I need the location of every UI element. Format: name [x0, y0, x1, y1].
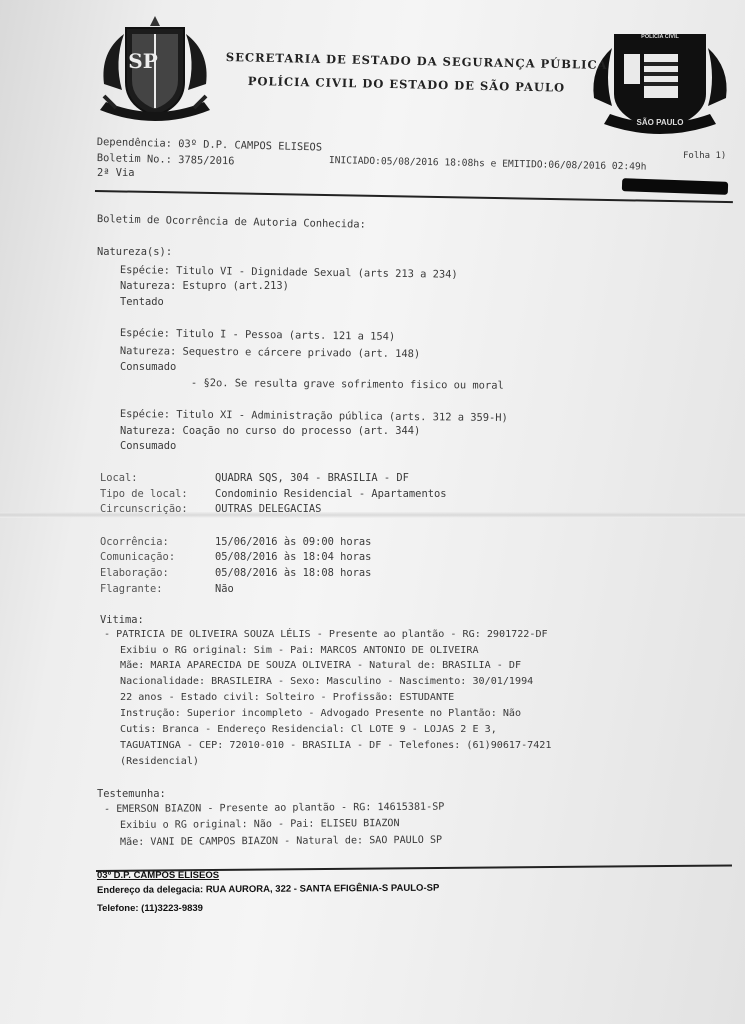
redaction-bar: [622, 178, 728, 195]
svg-text:SP: SP: [128, 49, 158, 73]
local-value: QUADRA SQS, 304 - BRASILIA - DF: [215, 472, 409, 484]
status-3: Consumado: [120, 440, 177, 452]
badge-top-text: POLÍCIA CIVIL: [641, 34, 679, 40]
status-2: Consumado: [120, 361, 177, 373]
especie-3: Espécie: Titulo XI - Administração pública (arts. 312 a 359-H): [119, 408, 508, 425]
vitima-line-1: - PATRICIA DE OLIVEIRA SOUZA LÉLIS - Presente ao plantão - RG: 2901722-DF: [104, 629, 548, 640]
folha-label: Folha 1): [683, 151, 727, 161]
footer-phone: Telefone: (11)3223-9839: [97, 903, 203, 914]
vitima-line-6: Instrução: Superior incompleto - Advogado Presente no Plantão: Não: [120, 708, 522, 719]
natureza-2: Natureza: Sequestro e cárcere privado (art. 148): [119, 345, 421, 361]
comunicacao-label: Comunicação:: [100, 551, 176, 563]
sp-coat-of-arms-icon: [96, 12, 214, 130]
tipo-local-label: Tipo de local:: [100, 488, 188, 500]
footer-dp: 03º D.P. CAMPOS ELISEOS: [97, 870, 220, 881]
natureza-heading: Natureza(s):: [97, 246, 173, 258]
header-divider: [95, 190, 733, 203]
inicio-emissao-line: INICIADO:05/08/2016 18:08hs e EMITIDO:06/08/2016 02:49h: [328, 155, 647, 173]
especie-1: Espécie: Titulo VI - Dignidade Sexual (arts 213 a 234): [119, 264, 458, 281]
vitima-heading: Vitima:: [100, 614, 144, 626]
dependencia-line: Dependência: 03º D.P. CAMPOS ELISEOS: [96, 136, 323, 154]
vitima-line-5: 22 anos - Estado civil: Solteiro - Profissão: ESTUDANTE: [120, 692, 455, 703]
flagrante-value: Não: [215, 583, 234, 595]
comunicacao-value: 05/08/2016 às 18:04 horas: [215, 551, 372, 563]
ocorrencia-value: 15/06/2016 às 09:00 horas: [215, 536, 372, 548]
tipo-local-value: Condominio Residencial - Apartamentos: [215, 488, 447, 500]
natureza-2-qualificadora: - §2o. Se resulta grave sofrimento fisico ou moral: [190, 377, 504, 392]
testemunha-line-3: Mãe: VANI DE CAMPOS BIAZON - Natural de: SAO PAULO SP: [119, 834, 443, 848]
footer-address: Endereço da delegacia: RUA AURORA, 322 - SANTA EFIGÊNIA-S PAULO-SP: [97, 882, 440, 896]
vitima-line-8: TAGUATINGA - CEP: 72010-010 - BRASILIA - DF - Telefones: (61)90617-7421: [120, 740, 552, 751]
policia-civil-badge-icon: [590, 28, 730, 140]
policia-heading: POLÍCIA CIVIL DO ESTADO DE SÃO PAULO: [247, 74, 566, 95]
circunscricao-label: Circunscrição:: [100, 503, 188, 515]
vitima-line-7: Cutis: Branca - Endereço Residencial: Cl LOTE 9 - LOJAS 2 E 3,: [120, 724, 497, 735]
testemunha-heading: Testemunha:: [97, 788, 166, 800]
vitima-line-3: Mãe: MARIA APARECIDA DE SOUZA OLIVEIRA - Natural de: BRASILIA - DF: [120, 660, 522, 671]
boletim-number: Boletim No.: 3785/2016: [96, 152, 235, 168]
natureza-3: Natureza: Coação no curso do processo (art. 344): [120, 425, 421, 437]
report-title: Boletim de Ocorrência de Autoria Conhecida:: [96, 213, 366, 231]
status-1: Tentado: [120, 296, 164, 308]
flagrante-label: Flagrante:: [100, 583, 163, 595]
local-label: Local:: [100, 472, 138, 484]
testemunha-line-2: Exibiu o RG original: Não - Pai: ELISEU BIAZON: [119, 818, 400, 831]
vitima-line-4: Nacionalidade: BRASILEIRA - Sexo: Masculino - Nascimento: 30/01/1994: [120, 676, 534, 687]
vitima-line-9: (Residencial): [120, 756, 200, 767]
vitima-line-2: Exibiu o RG original: Sim - Pai: MARCOS ANTONIO DE OLIVEIRA: [120, 645, 479, 656]
circunscricao-value: OUTRAS DELEGACIAS: [215, 503, 322, 515]
natureza-1: Natureza: Estupro (art.213): [120, 280, 289, 292]
testemunha-line-1: - EMERSON BIAZON - Presente ao plantão - RG: 14615381-SP: [103, 801, 445, 815]
elaboracao-value: 05/08/2016 às 18:08 horas: [215, 567, 372, 579]
especie-2: Espécie: Titulo I - Pessoa (arts. 121 a 154): [119, 327, 396, 343]
ocorrencia-label: Ocorrência:: [100, 536, 169, 548]
secretaria-heading: SECRETARIA DE ESTADO DA SEGURANÇA PÚBLICA: [225, 50, 608, 72]
badge-bottom-text: SÃO PAULO: [636, 118, 684, 127]
elaboracao-label: Elaboração:: [100, 567, 169, 579]
via-label: 2ª Via: [97, 167, 135, 179]
